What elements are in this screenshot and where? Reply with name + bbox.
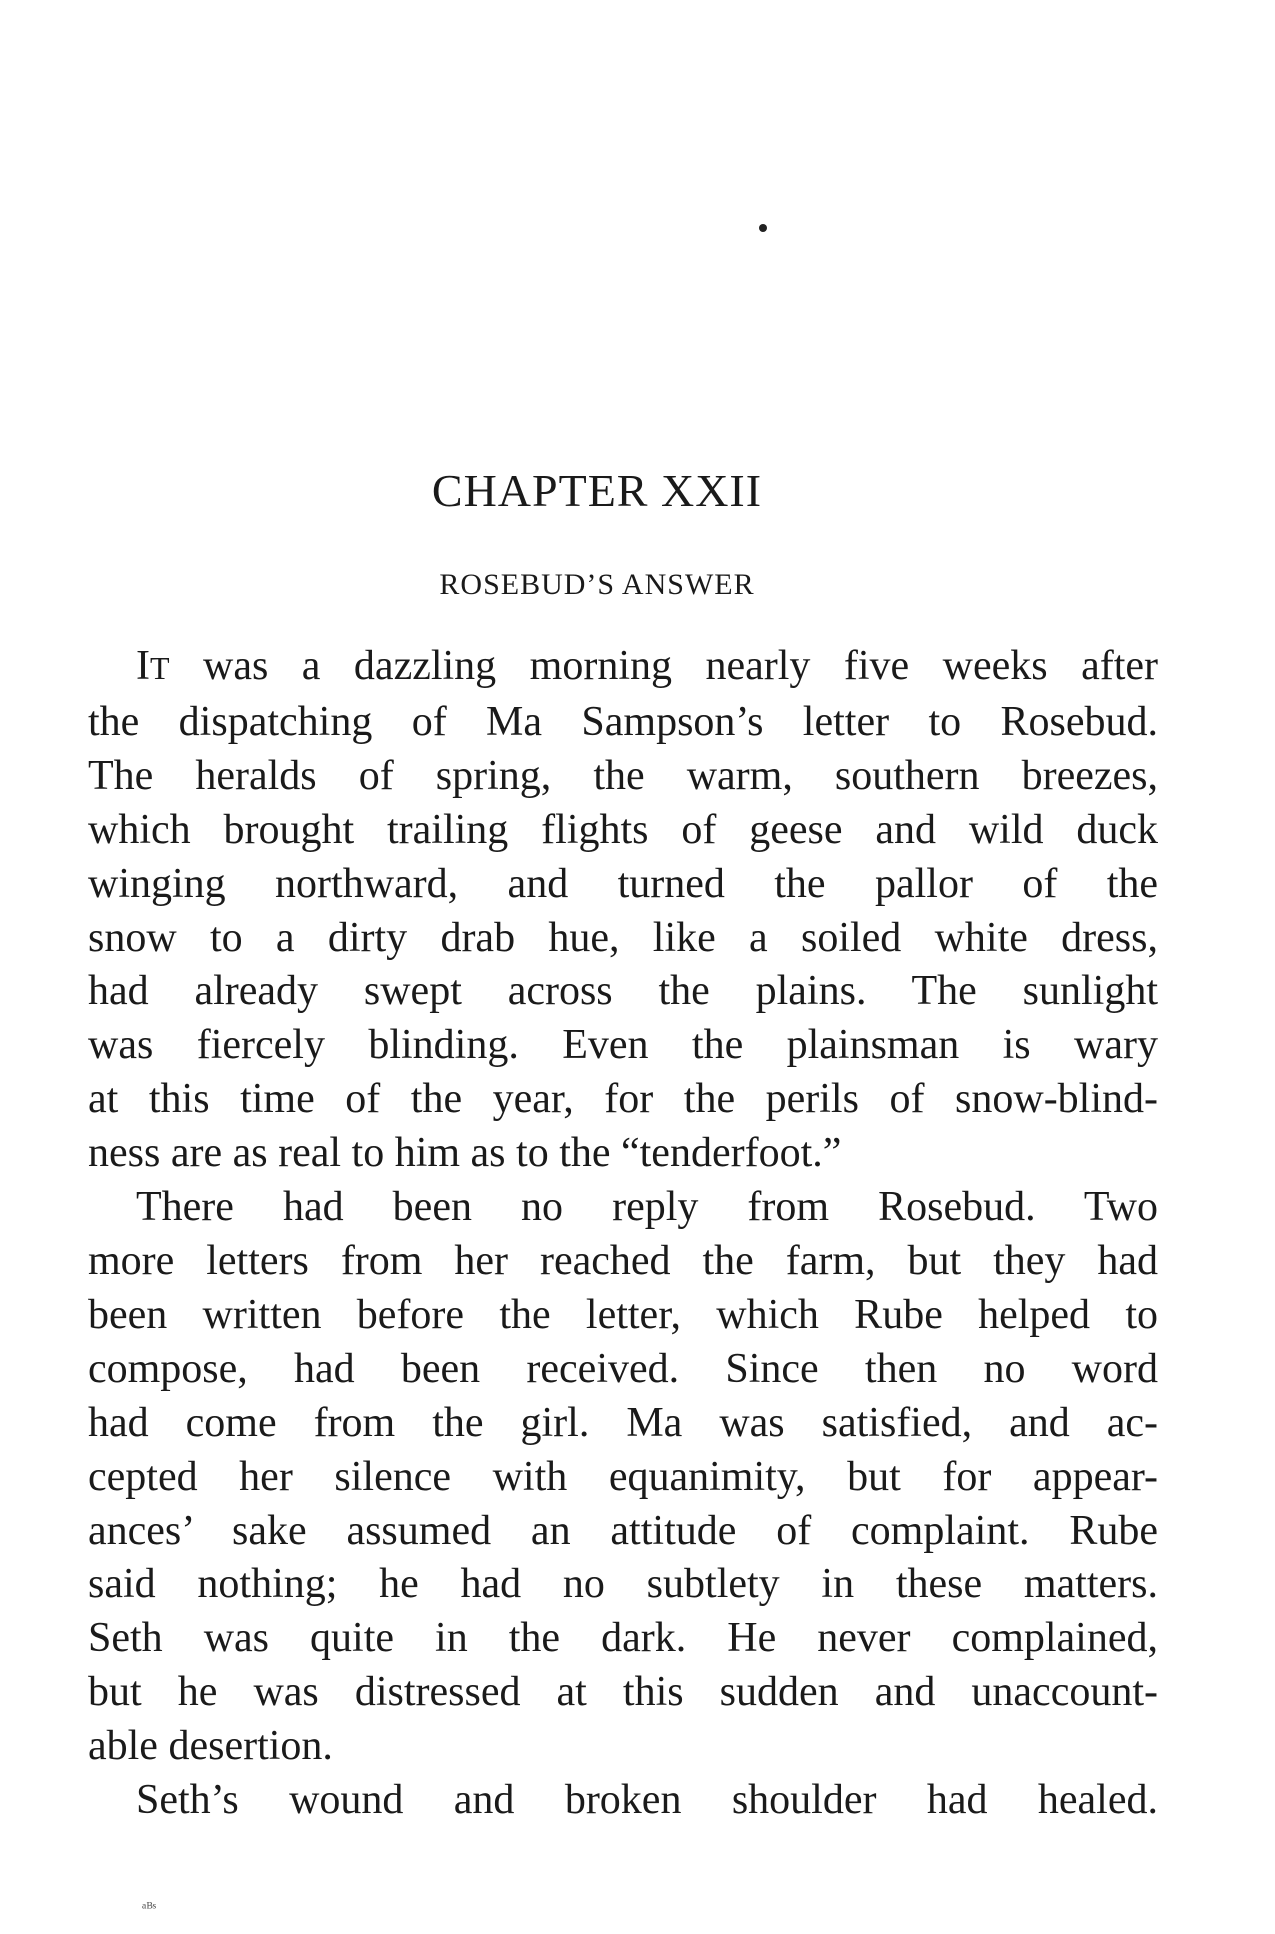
body-text (88, 640, 1158, 1828)
text-line: ness are as real to him as to the “tenderfoot.” (88, 1130, 842, 1177)
small-caps-letter: T (150, 650, 170, 686)
text-line: Seth was quite in the dark. He never complained, (88, 1615, 1158, 1662)
chapter-title: CHAPTER XXII (431, 465, 763, 516)
text-line: had come from the girl. Ma was satisfied, and ac- (88, 1399, 1158, 1446)
printer-mark: ᵃᴮˢ (142, 1900, 156, 1917)
text-line: ances’ sake assumed an attitude of complaint. Rube (88, 1507, 1158, 1554)
text-line: snow to a dirty drab hue, like a soiled white dress, (88, 914, 1158, 961)
text-line: at this time of the year, for the perils of snow-blind- (88, 1076, 1158, 1123)
text-line: Seth’s wound and broken shoulder had healed. (136, 1777, 1158, 1824)
ink-speck (759, 224, 767, 232)
text-line: IT was a dazzling morning nearly five weeks after (136, 643, 1158, 689)
text-line: The heralds of spring, the warm, southern breezes, (88, 752, 1158, 799)
text-line: more letters from her reached the farm, but they had (88, 1237, 1158, 1284)
text-line: the dispatching of Ma Sampson’s letter to Rosebud. (88, 698, 1158, 745)
chapter-subtitle: ROSEBUD’S ANSWER (439, 568, 755, 601)
text-line: was fiercely blinding. Even the plainsman is wary (88, 1022, 1158, 1069)
text-line: but he was distressed at this sudden and unaccount- (88, 1669, 1158, 1716)
text-line: been written before the letter, which Rube helped to (88, 1291, 1158, 1338)
text-line: had already swept across the plains. The sunlight (88, 968, 1158, 1015)
text-line: winging northward, and turned the pallor of the (88, 860, 1158, 907)
text-line: which brought trailing flights of geese and wild duck (88, 806, 1158, 853)
text-line: There had been no reply from Rosebud. Two (136, 1184, 1158, 1231)
text-line: cepted her silence with equanimity, but for appear- (88, 1453, 1158, 1500)
text-line: compose, had been received. Since then no word (88, 1345, 1158, 1392)
dropcap-letter: I (136, 643, 150, 689)
text-line: able desertion. (88, 1723, 333, 1770)
text-line: said nothing; he had no subtlety in these matters. (88, 1561, 1158, 1608)
